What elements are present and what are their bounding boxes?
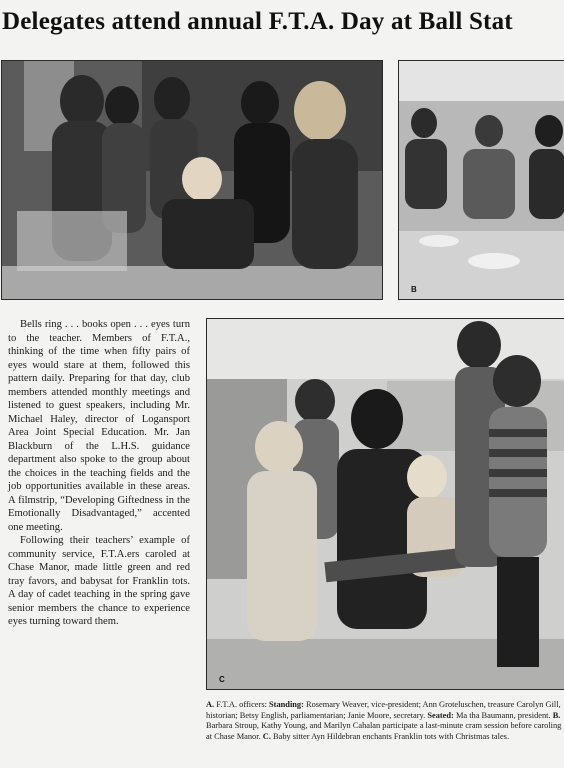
caption-b-text: Barbara Stroup, Kathy Young, and Marilyn Cahalan participate a last-minute cram session before caroling at Chase Manor. <box>206 721 562 741</box>
caption-a-text: F.T.A. officers: <box>216 700 267 709</box>
article-paragraph-2: Following their teachers’ example of community service, F.T.A.ers caroled at Chase Manor, made little green and red tray favors, and babysat for Franklin tots. A day of cadet teaching in the spring gave senior members the chance to experience eyes turning toward them. <box>8 535 190 627</box>
caption-standing-label: Standing: <box>269 700 304 709</box>
caption-a-label: A. <box>206 700 215 709</box>
caption-c-label: C. <box>262 731 271 741</box>
article-paragraph-1: Bells ring . . . books open . . . eyes turn to the teacher. Members of F.T.A., thinking of the time when fifty pairs of eyes would stare at them, followed this pattern daily. Preparing for that day, club members attended monthly meetings and listened to guest speakers, including Mr. Michael Haley, director of Logansport Area Joint Special Education. Mr. Jan Blackburn of the L.H.S. guidance department also spoke to the group about the choices in the teaching fields and the job opportunities available in these areas. A filmstrip, “Developing Giftedness in the Emotionally Disadvantaged,” accented one meeting. <box>8 319 190 533</box>
caption-standing-text: Rosemary Weaver, vice-president; Ann Groteluschen, treasure Carolyn Gill, historian; Betsy English, parliamentarian; Janie Moore, secretary. <box>206 700 561 720</box>
photo-officers-image <box>2 61 382 299</box>
photo-officers <box>1 60 383 300</box>
photo-babysitter-image <box>207 319 564 689</box>
caption-b-label: B. <box>552 710 561 720</box>
photo-label-b: B <box>411 285 417 294</box>
caption-c-text: Baby sitter Ayn Hildebran enchants Franklin tots with Christmas tales. <box>273 731 510 741</box>
photo-cram-session <box>398 60 564 300</box>
photo-babysitter <box>206 318 564 690</box>
photo-cram-session-image <box>399 61 564 299</box>
article-body <box>8 318 190 629</box>
photo-caption <box>206 700 564 742</box>
page-headline: Delegates attend annual F.T.A. Day at Ball Stat <box>2 8 513 35</box>
photo-label-c: C <box>219 675 225 684</box>
caption-seated-label: Seated: <box>427 710 454 720</box>
caption-seated-text: Ma tha Baumann, president. <box>455 710 551 720</box>
